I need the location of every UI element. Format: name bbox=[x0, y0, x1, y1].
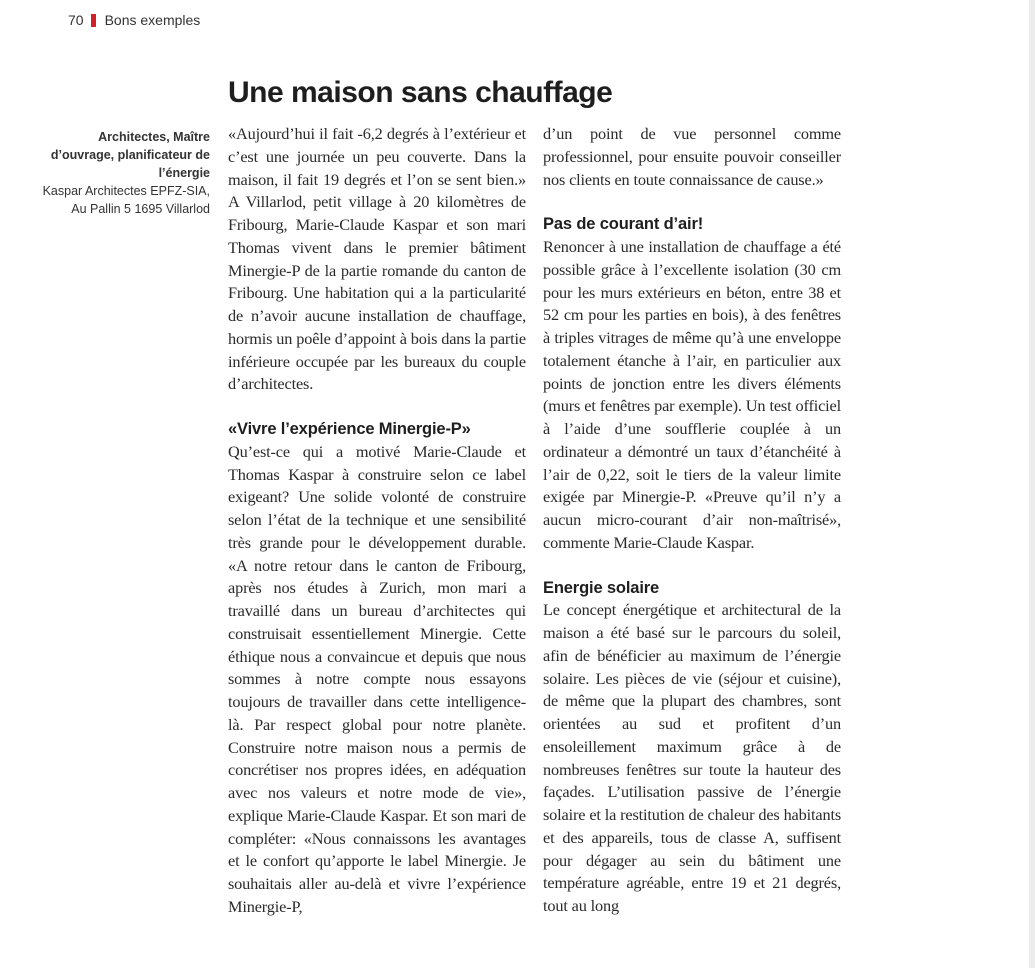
body-paragraph: Qu’est-ce qui a motivé Marie-Claude et Thomas Kaspar à construire selon ce label exigeant? Une solide volonté de construire selon l’état de la technique et une sensibilité très grande pour le développement durable. «A notre retour dans le canton de Fribourg, après nos études à Zurich, mon mari a travaillé dans un bureau d’architectes qui construisait essentiellement Minergie. Cette éthique nous a convaincue et depuis que nous sommes à notre compte nous essayons toujours de travailler dans cette intelligence-là. Par respect global pour notre planète. Construire notre maison nous a permis de concrétiser nos propres idées, en adéquation avec nos valeurs et notre mode de vie», explique Marie-Claude Kaspar. Et son mari de compléter: «Nous connaissons les avantages et le confort qu’apporte le label Minergie. Je souhaitais aller au-delà et vivre l’expérience Minergie-P, bbox=[228, 441, 526, 916]
text-column-1 bbox=[228, 123, 526, 919]
section-heading: Pas de courant d’air! bbox=[543, 215, 704, 234]
section-heading: «Vivre l’expérience Minergie-P» bbox=[228, 420, 471, 438]
red-marker-icon bbox=[91, 14, 96, 27]
body-paragraph: Renoncer à une installation de chauffage a été possible grâce à l’excellente isolation (30 cm pour les murs extérieurs en béton, entre 38 et 52 cm pour les parties en bois), à des fenêtres à triples vitrages de même qu’à une enveloppe totalement étanche à l’air, en particulier aux points de jonction entre les divers éléments (murs et fenêtres par exemple). Un test officiel à l’aide d’une soufflerie couplée à un ordinateur a démontré un taux d’étanchéité à l’air de 0,22, soit le tiers de la valeur limite exigée par Minergie-P. «Preuve qu’il n’y a aucun micro-courant d’air non-maîtrisé», commente Marie-Claude Kaspar. bbox=[543, 237, 841, 552]
credits-sidebar bbox=[40, 128, 210, 218]
section-name: Bons exemples bbox=[104, 12, 201, 28]
page-number: 70 bbox=[68, 12, 84, 28]
running-header bbox=[68, 12, 200, 28]
credits-title: Architectes, Maître d’ouvrage, planificateur de l’énergie bbox=[50, 130, 210, 180]
body-paragraph: Le concept énergétique et architectural de la maison a été basé sur le parcours du soleil, afin de bénéficier au maximum de l’énergie solaire. Les pièces de vie (séjour et cuisine), de même que la plupart des chambres, sont orientées au sud et profitent d’un ensoleillement maximum grâce à de nombreuses fenêtres sur toute la hauteur des façades. L’utilisation passive de l’énergie solaire et la restitution de chaleur des habitants et des appareils, tous de classe A, suffisent pour dégager au sein du bâtiment une température agréable, entre 19 et 21 degrés, tout au long bbox=[543, 600, 841, 915]
text-column-2 bbox=[543, 123, 841, 918]
article-title: Une maison sans chauffage bbox=[228, 76, 613, 109]
credits-address: Kaspar Architectes EPFZ-SIA, Au Pallin 5 1695 Villarlod bbox=[42, 184, 210, 216]
page-edge bbox=[1029, 0, 1035, 968]
body-paragraph: d’un point de vue personnel comme professionnel, pour ensuite pouvoir conseiller nos clients en toute connaissance de cause.» bbox=[543, 124, 841, 189]
intro-paragraph: «Aujourd’hui il fait -6,2 degrés à l’extérieur et c’est une journée un peu couverte. Dans la maison, il fait 19 degrés et l’on se sent bien.» A Villarlod, petit village à 20 kilomètres de Fribourg, Marie-Claude Kaspar et son mari Thomas vivent dans le premier bâtiment Minergie-P de la partie romande du canton de Fribourg. Une habitation qui a la particularité de n’avoir aucune installation de chauffage, hormis un poêle d’appoint à bois dans la partie inférieure occupée par les bureaux du couple d’architectes. bbox=[228, 124, 526, 394]
section-heading: Energie solaire bbox=[543, 578, 660, 597]
